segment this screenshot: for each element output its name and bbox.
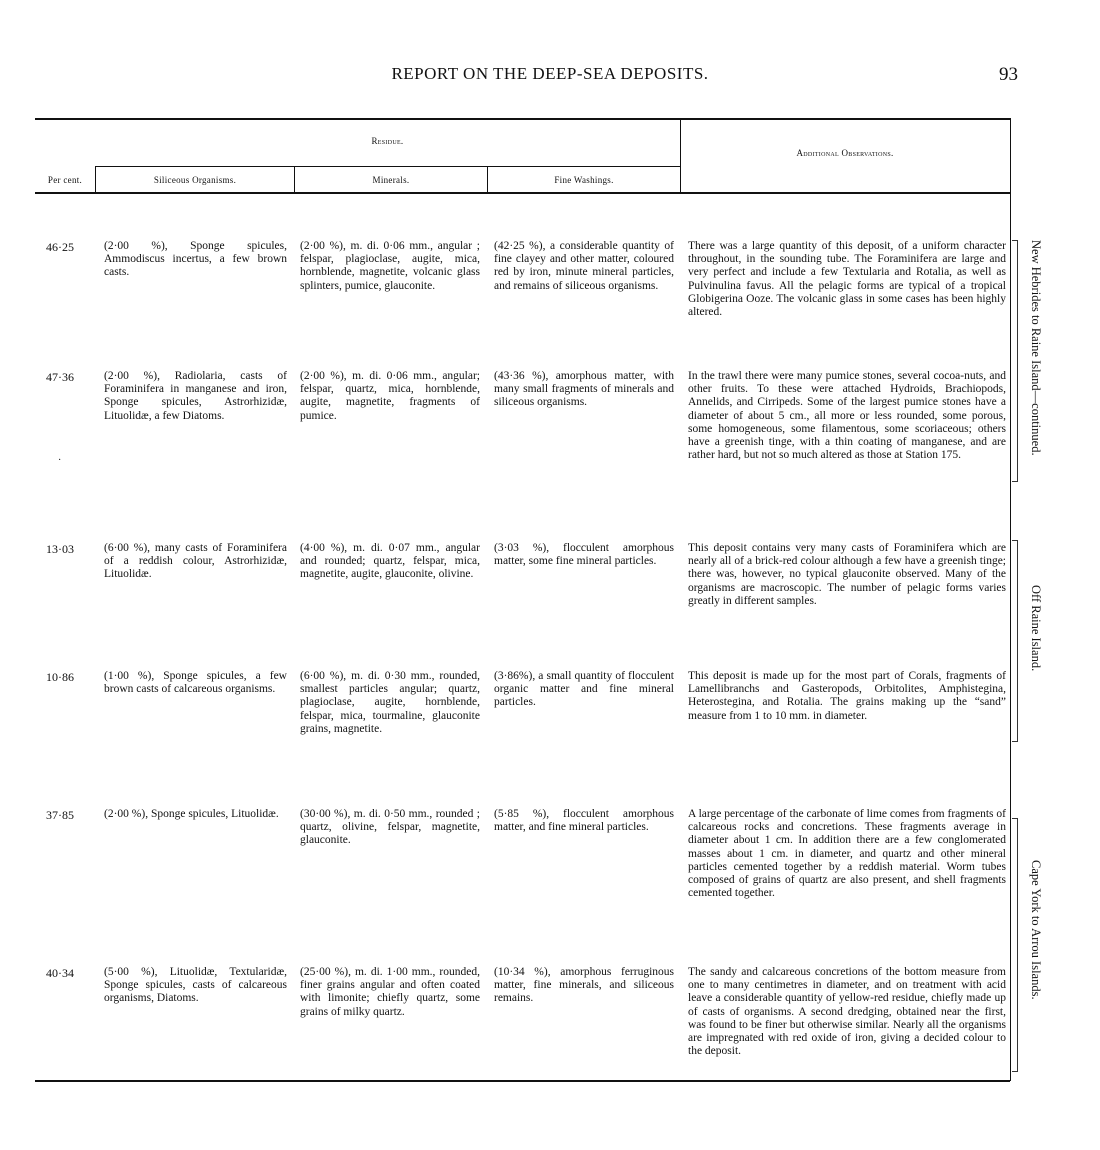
- margin-label-cape-york: Cape York to Arrou Islands.: [1029, 860, 1043, 1000]
- page-number: 93: [999, 64, 1018, 85]
- row-4-observations: This deposit is made up for the most part of Corals, fragments of Lamellibranchs and Gasteropods, Orbitolites, Amphistegina, Heterostegina, and Rotalia. The grains making up the “sand” measure from 1 to 10 mm. in diameter.: [688, 670, 1006, 722]
- table-bottom-rule: [35, 1080, 1010, 1082]
- row-3-percent: 13·03: [46, 542, 74, 556]
- margin-label-off-raine: Off Raine Island.: [1029, 585, 1043, 672]
- row-1-siliceous: (2·00 %), Sponge spicules, Ammodiscus incertus, a few brown casts.: [104, 240, 287, 279]
- row-1-percent: 46·25: [46, 240, 74, 254]
- row-4-minerals: (6·00 %), m. di. 0·30 mm., rounded, smallest particles angular; quartz, plagioclase, augite, hornblende, felspar, mica, tourmaline, glauconite grains, magnetite.: [300, 670, 480, 735]
- row-4-percent: 10·86: [46, 670, 74, 684]
- row-1-fine-washings: (42·25 %), a considerable quantity of fine clayey and other matter, coloured red by iron, minute mineral particles, and remains of siliceous organisms.: [494, 240, 674, 292]
- brace-group-3-left: [1012, 818, 1018, 1072]
- heading-minerals: Minerals.: [372, 175, 410, 185]
- stray-dot-mark: ·: [58, 455, 62, 466]
- brace-group-1-left: [1012, 240, 1018, 482]
- page-header-title: REPORT ON THE DEEP-SEA DEPOSITS.: [391, 64, 709, 83]
- heading-siliceous-organisms: Siliceous Organisms.: [153, 175, 237, 185]
- row-4-siliceous: (1·00 %), Sponge spicules, a few brown casts of calcareous organisms.: [104, 670, 287, 696]
- col-rule-margin: [1010, 118, 1011, 1081]
- row-3-siliceous: (6·00 %), many casts of Foraminifera of a reddish colour, Astrorhizidæ, Lituolidæ.: [104, 542, 287, 581]
- row-3-minerals: (4·00 %), m. di. 0·07 mm., angular and rounded; quartz, felspar, mica, magnetite, augite, glauconite, olivine.: [300, 542, 480, 581]
- heading-fine-washings: Fine Washings.: [554, 175, 614, 185]
- row-2-minerals: (2·00 %), m. di. 0·06 mm., angular; felspar, quartz, mica, hornblende, augite, magnetite, fragments of pumice.: [300, 370, 480, 422]
- row-4-fine-washings: (3·86%), a small quantity of flocculent organic matter and fine mineral particles.: [494, 670, 674, 709]
- row-5-observations: A large percentage of the carbonate of lime comes from fragments of calcareous rocks and concretions. These fragments average in diameter about 1 cm. In addition there are a few conglomerated masses about 1 cm. in diameter, and quartz and other mineral particles cemented together by a reddish material. Worm tubes composed of grains of quartz are also present, and shell fragments cemented together.: [688, 808, 1006, 900]
- subheader-rule: [95, 166, 680, 167]
- row-5-percent: 37·85: [46, 808, 74, 822]
- row-2-observations: In the trawl there were many pumice stones, several cocoa-nuts, and other fruits. To these were attached Hydroids, Brachiopods, Annelids, and Cirripeds. Some of the largest pumice stones have a diameter of about 5 cm., all more or less rounded, some porous, some homogeneous, some filamentous, some scoriaceous; others have a greenish tinge, with a thin coating of manganese, and are rather hard, but not so much altered as those at Station 175.: [688, 370, 1006, 462]
- row-5-minerals: (30·00 %), m. di. 0·50 mm., rounded ; quartz, olivine, felspar, magnetite, glauconite.: [300, 808, 480, 847]
- heading-additional-observations: Additional Observations.: [796, 148, 894, 158]
- row-5-siliceous: (2·00 %), Sponge spicules, Lituolidæ.: [104, 808, 279, 820]
- row-2-fine-washings: (43·36 %), amorphous matter, with many small fragments of minerals and siliceous organisms.: [494, 370, 674, 409]
- row-3-observations: This deposit contains very many casts of Foraminifera which are nearly all of a brick-red colour although a few have a greenish tinge; there was, however, no typical glauconite observed. Many of the organisms are macroscopic. The number of pelagic forms varies greatly in different samples.: [688, 542, 1006, 607]
- table-top-rule: [35, 118, 1010, 120]
- row-2-percent: 47·36: [46, 370, 74, 384]
- row-5-fine-washings: (5·85 %), flocculent amorphous matter, and fine mineral particles.: [494, 808, 674, 834]
- row-6-siliceous: (5·00 %), Lituolidæ, Textularidæ, Sponge spicules, casts of calcareous organisms, Diatoms.: [104, 966, 287, 1005]
- brace-group-2-left: [1012, 540, 1018, 742]
- heading-per-cent: Per cent.: [47, 175, 83, 185]
- row-6-percent: 40·34: [46, 966, 74, 980]
- row-2-siliceous: (2·00 %), Radiolaria, casts of Foraminifera in manganese and iron, Sponge spicules, Astrorhizidæ, Lituolidæ, a few Diatoms.: [104, 370, 287, 422]
- row-6-minerals: (25·00 %), m. di. 1·00 mm., rounded, finer grains angular and often coated with limonite; chiefly quartz, some grains of milky quartz.: [300, 966, 480, 1018]
- row-1-minerals: (2·00 %), m. di. 0·06 mm., angular ; felspar, plagioclase, augite, mica, hornblende, magnetite, volcanic glass splinters, pumice, glauconite.: [300, 240, 480, 292]
- header-bottom-rule: [35, 192, 1010, 194]
- row-1-observations: There was a large quantity of this deposit, of a uniform character throughout, in the sounding tube. The Foraminifera are large and very perfect and include a few Textularia and Rotalia, as well as Pulvinulina favus. All the pelagic forms are typical of a tropical Globigerina Ooze. The volcanic glass in some cases has been highly altered.: [688, 240, 1006, 319]
- row-3-fine-washings: (3·03 %), flocculent amorphous matter, some fine mineral particles.: [494, 542, 674, 568]
- row-6-observations: The sandy and calcareous concretions of the bottom measure from one to many centimetres in diameter, and on treatment with acid leave a considerable quantity of yellow-red residue, chiefly made up of casts of organisms. A second dredging, obtained near the first, was found to be finer but otherwise similar. Nearly all the organisms are impregnated with red oxide of iron, giving a decided colour to the deposit.: [688, 966, 1006, 1058]
- margin-label-new-hebrides: New Hebrides to Raine Island—continued.: [1029, 240, 1043, 456]
- row-6-fine-washings: (10·34 %), amorphous ferruginous matter, fine minerals, and siliceous remains.: [494, 966, 674, 1005]
- heading-residue: Residue.: [371, 136, 404, 146]
